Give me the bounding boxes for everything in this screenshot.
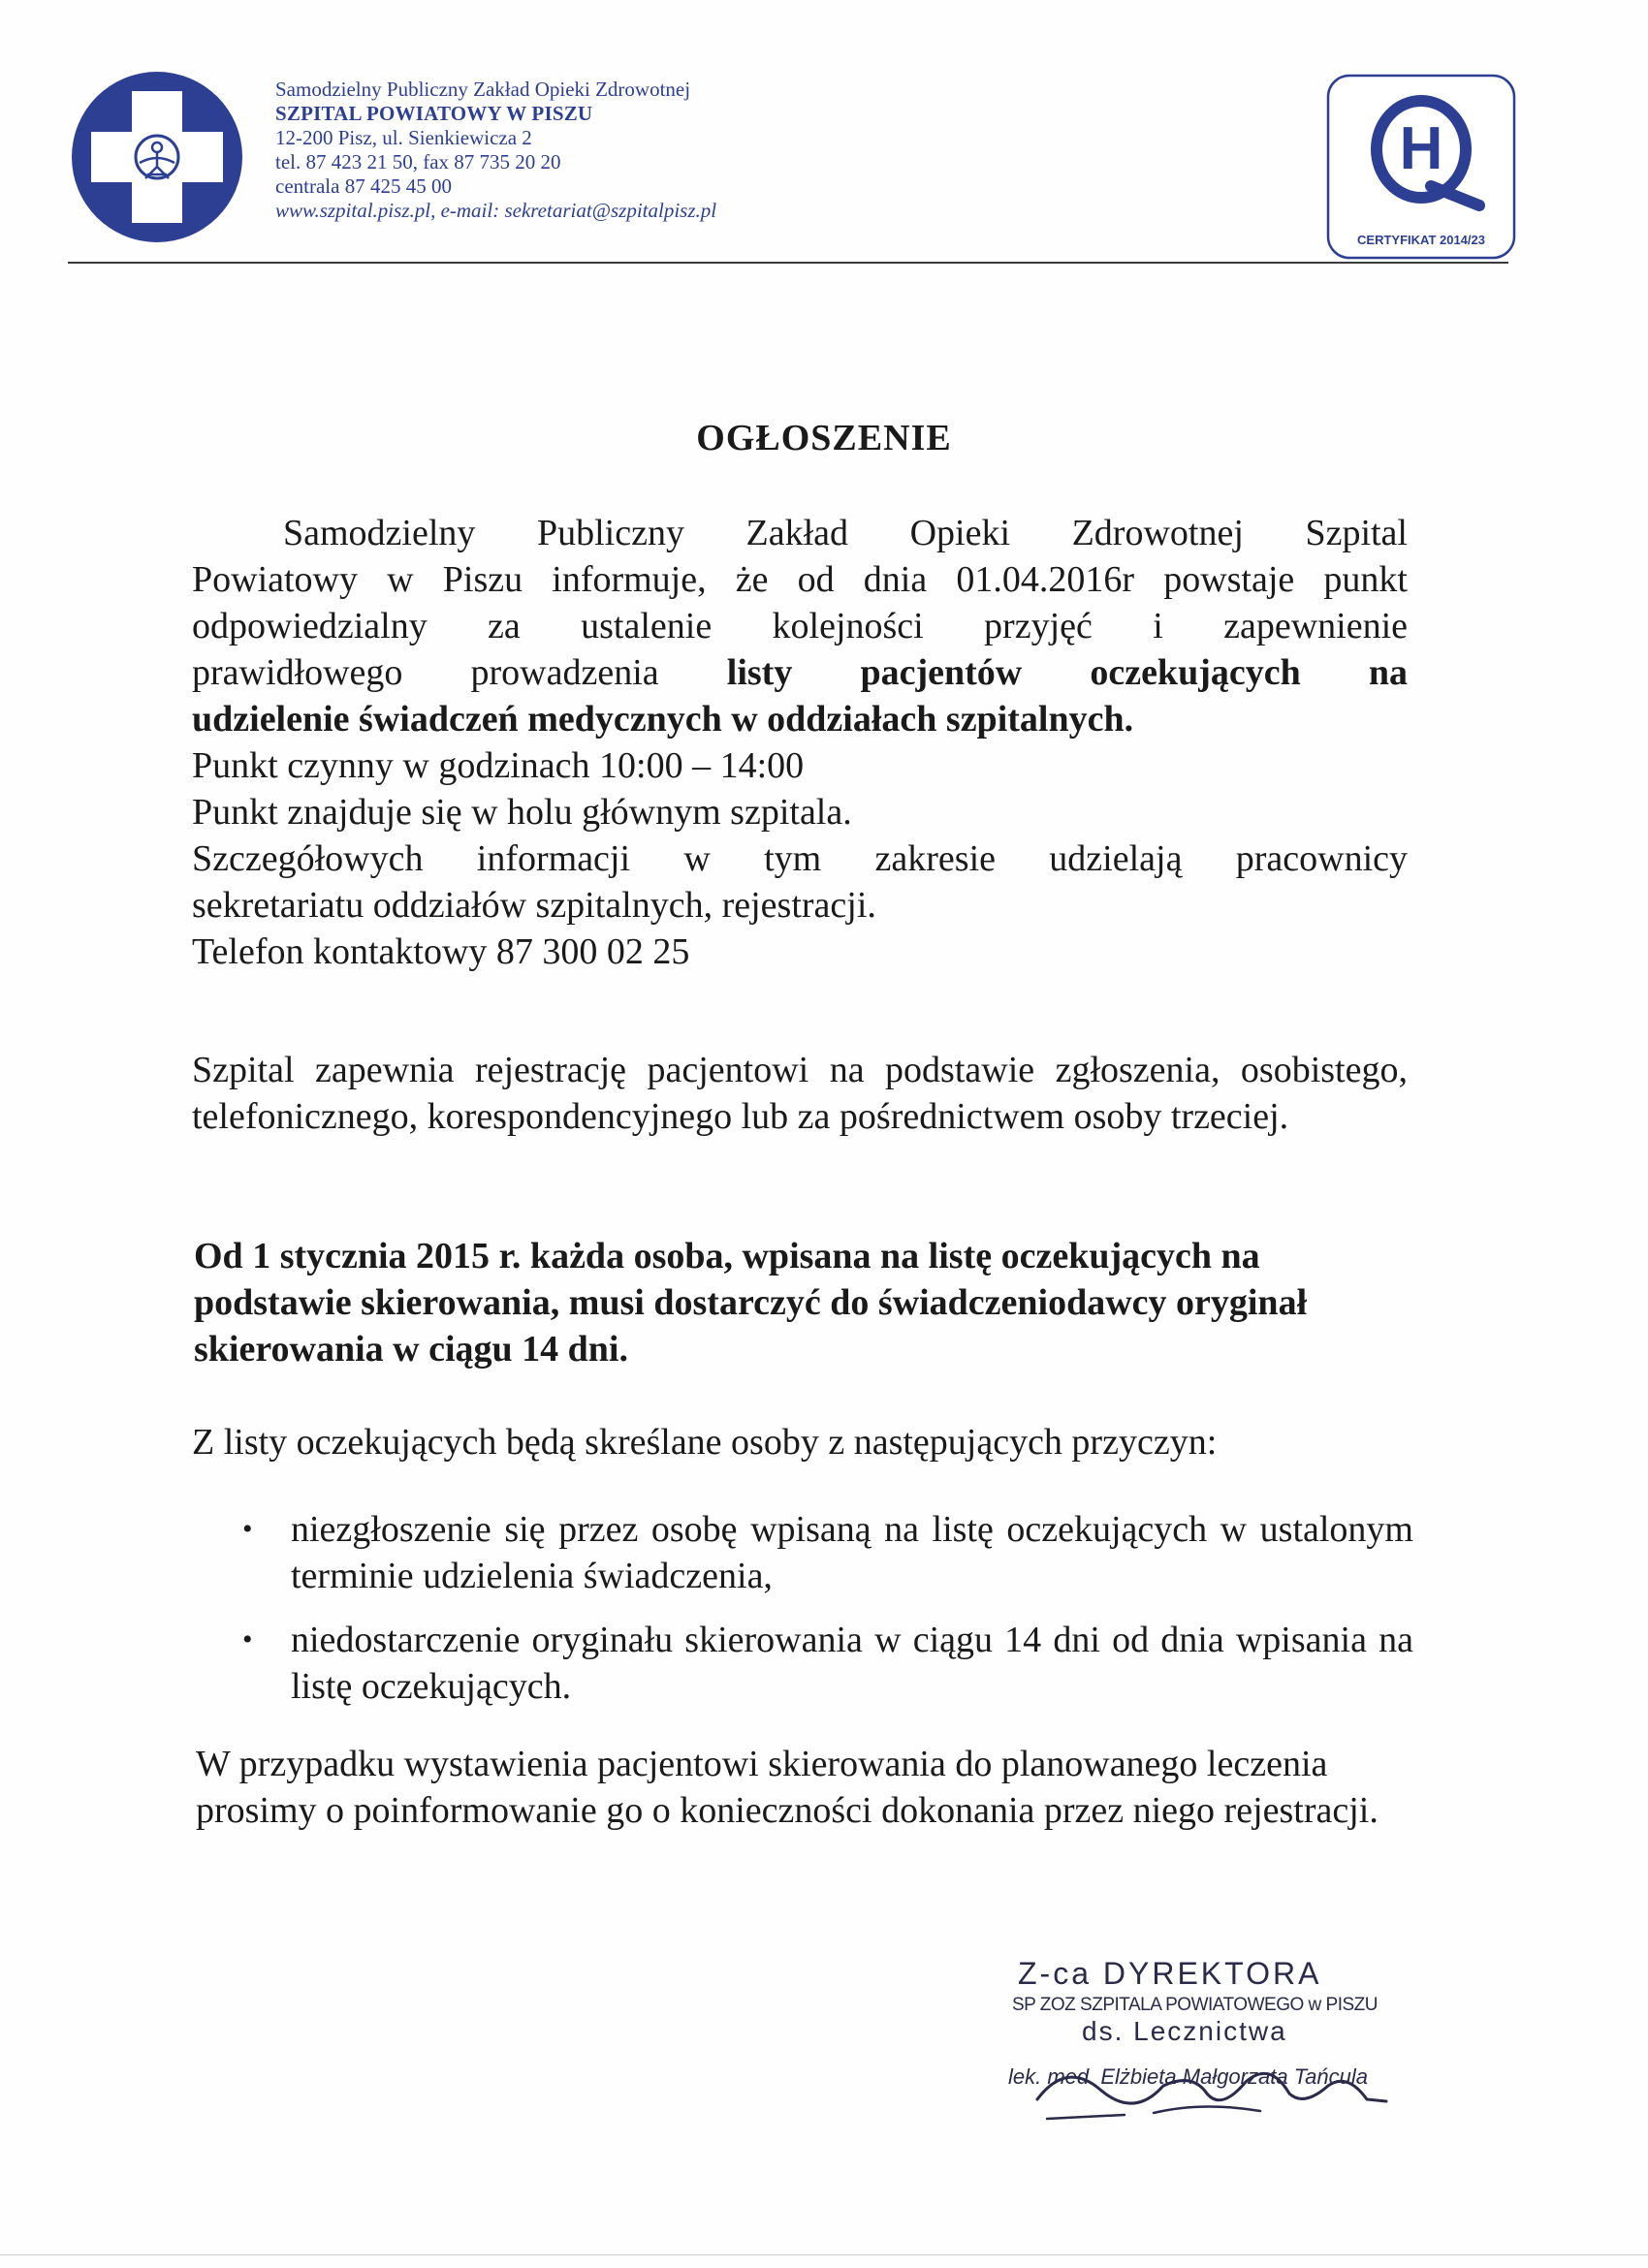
hospital-name: SZPITAL POWIATOWY W PISZU (275, 102, 593, 125)
scan-edge-line (0, 2254, 1648, 2255)
location-line: Punkt znajduje się w holu głównym szpitala. (192, 792, 852, 833)
letterhead (275, 78, 1012, 223)
announcement-title: OGŁOSZENIE (696, 418, 952, 458)
intro-line: Samodzielny Publiczny Zakład Opieki Zdrowotnej Szpital (283, 513, 1408, 553)
certificate-letter: H (1399, 115, 1443, 182)
paragraph-registration: Szpital zapewnia rejestrację pacjentowi na podstawie zgłoszenia, osobistego, telefonicznego, korespondencyjnego lub za pośrednictwem osoby trzeciej. (192, 1050, 1408, 1137)
director-stamp (1008, 1956, 1396, 2130)
handwritten-signature (1008, 2043, 1396, 2130)
paragraph-intro (192, 510, 1408, 975)
bullet-icon: • (242, 1623, 253, 1655)
switchboard: centrala 87 425 45 00 (275, 174, 452, 198)
institution-name: Samodzielny Publiczny Zakład Opieki Zdrowotnej (275, 78, 691, 101)
bold-line (192, 696, 1408, 742)
stamp-department: ds. Lecznictwa (1082, 2016, 1287, 2046)
paragraph-referral-notice: Od 1 stycznia 2015 r. każda osoba, wpisana na listę oczekujących na podstawie skierowania, musi dostarczyć do świadczeniodawcy oryginał skierowania w ciągu 14 dni. (194, 1236, 1308, 1370)
info-line: sekretariatu oddziałów szpitalnych, rejestracji. (192, 885, 876, 926)
bold-phrase: listy pacjentów oczekujących na (726, 652, 1408, 693)
list-item-text: niezgłoszenie się przez osobę wpisaną na listę oczekujących w ustalonym terminie udzielenia świadczenia, (291, 1509, 1413, 1596)
hours-line: Punkt czynny w godzinach 10:00 – 14:00 (192, 745, 805, 786)
phone-fax: tel. 87 423 21 50, fax 87 735 20 20 (275, 150, 561, 173)
address: 12-200 Pisz, ul. Sienkiewicza 2 (275, 126, 532, 149)
quality-certificate-badge (1326, 74, 1516, 260)
list-item-text: niedostarczenie oryginału skierowania w ciągu 14 dni od dnia wpisania na listę oczekujących. (291, 1620, 1413, 1707)
contact-phone-line: Telefon kontaktowy 87 300 02 25 (192, 931, 690, 972)
intro-line: prawidłowego prowadzenia (192, 652, 727, 693)
removal-reasons-list (192, 1506, 1413, 1727)
info-line: Szczegółowych informacji w tym zakresie udzielają pracownicy (192, 838, 1408, 879)
stamp-institution: SP ZOZ SZPITALA POWIATOWEGO w PISZU (1012, 1995, 1378, 2015)
bold-phrase: udzielenie świadczeń medycznych w oddziałach szpitalnych. (192, 699, 1134, 740)
intro-line: odpowiedzialny za ustalenie kolejności przyjęć i zapewnienie (192, 606, 1408, 646)
intro-line-with-bold (192, 649, 1408, 696)
list-item (192, 1617, 1413, 1710)
intro-line: Powiatowy w Piszu informuje, że od dnia 01.04.2016r powstaje punkt (192, 559, 1408, 600)
stamp-signatory: lek. med. Elżbieta Małgorzata Tańcula (1008, 2064, 1368, 2089)
paragraph-closing: W przypadku wystawienia pacjentowi skierowania do planowanego leczenia prosimy o poinformowanie go o konieczności dokonania przez niego rejestracji. (196, 1744, 1379, 1831)
web-email: www.szpital.pisz.pl, e-mail: sekretariat@szpitalpisz.pl (275, 199, 717, 222)
medical-cross-logo (70, 70, 244, 244)
header-divider (68, 262, 1508, 264)
stamp-title: Z-ca DYREKTORA (1018, 1956, 1322, 1991)
bullet-icon: • (242, 1513, 253, 1545)
list-item (192, 1506, 1413, 1599)
certificate-caption: CERTYFIKAT 2014/23 (1357, 233, 1485, 247)
paragraph-removal-reasons: Z listy oczekujących będą skreślane osoby z następujących przyczyn: (192, 1422, 1218, 1463)
